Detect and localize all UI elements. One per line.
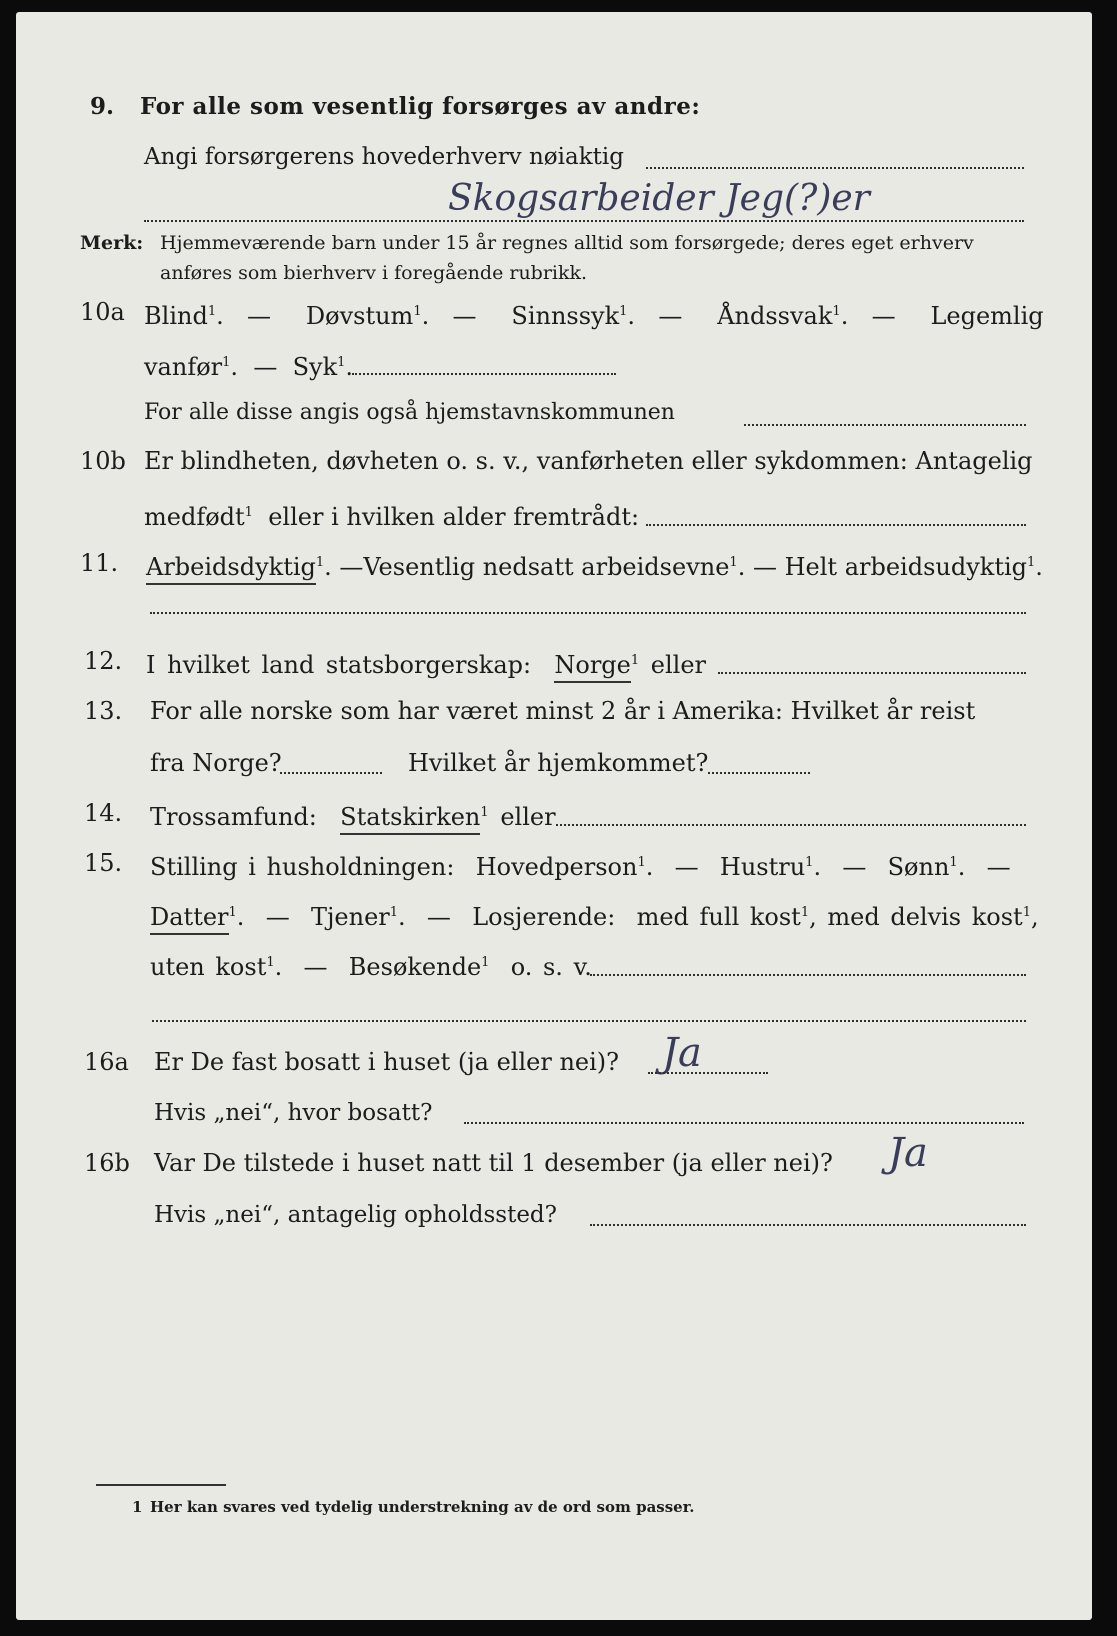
- q10a-syk-line[interactable]: [352, 373, 616, 375]
- q9-handwritten-answer: Skogsarbeider Jeg(?)er: [448, 178, 870, 219]
- q10a-hjemstavn-line[interactable]: [744, 424, 1026, 426]
- q13-line-2b: Hvilket år hjemkommet?: [408, 749, 709, 777]
- opt-hustru[interactable]: Hustru: [719, 853, 806, 881]
- opt-uten-kost[interactable]: uten kost: [150, 953, 267, 981]
- merk-line-2: anføres som bierhverv i foregående rubrikk.: [160, 262, 588, 284]
- q16b-sub-line[interactable]: [590, 1224, 1026, 1226]
- opt-syk[interactable]: Syk: [292, 353, 338, 381]
- footnote-rule: [96, 1484, 226, 1486]
- footnote-text: Her kan svares ved tydelig understrekning av de ord som passer.: [150, 1498, 695, 1516]
- q16b-sub: Hvis „nei“, antagelig opholdssted?: [154, 1202, 557, 1228]
- q14-line: Trossamfund: Statskirken$^1$ eller: [150, 798, 556, 832]
- opt-blind[interactable]: Blind: [144, 302, 208, 330]
- q10a-number: 10a: [80, 298, 125, 326]
- opt-sinnssyk[interactable]: Sinnssyk: [511, 302, 620, 330]
- q16a-number: 16a: [84, 1048, 129, 1076]
- census-form-page: [16, 12, 1092, 1620]
- q16a-sub: Hvis „nei“, hvor bosatt?: [154, 1100, 433, 1126]
- opt-arbeidsdyktig-underlined[interactable]: Arbeidsdyktig: [146, 553, 316, 585]
- q10b-line-2: medfødt$^1$ eller i hvilken alder fremtrådt:: [144, 503, 640, 531]
- q15-answer-line-2[interactable]: [152, 1020, 1026, 1022]
- q10a-line-3: For alle disse angis også hjemstavnskommunen: [144, 400, 675, 425]
- q16b-handwritten-answer: Ja: [888, 1130, 928, 1176]
- q13-line-2a: fra Norge?: [150, 749, 282, 777]
- q15-number: 15.: [84, 849, 123, 877]
- q13-number: 13.: [84, 697, 123, 725]
- opt-hovedperson[interactable]: Hovedperson: [475, 853, 638, 881]
- q10b-line-1: Er blindheten, døvheten o. s. v., vanførheten eller sykdommen: Antagelig: [144, 447, 1033, 475]
- merk-line-1: Hjemmeværende barn under 15 år regnes alltid som forsørgede; deres eget erhverv: [160, 232, 974, 254]
- q14-number: 14.: [84, 799, 123, 827]
- opt-legemlig[interactable]: Legemlig: [930, 302, 1044, 330]
- q12-number: 12.: [84, 647, 123, 675]
- q15-line-2: Datter$^1$. — Tjener$^1$. — Losjerende: med full kost$^1$, med delvis kost$^1$,: [150, 898, 1039, 932]
- opt-statskirken-underlined[interactable]: Statskirken: [340, 803, 480, 835]
- opt-besokende[interactable]: Besøkende: [348, 953, 482, 981]
- q9-heading: For alle som vesentlig forsørges av andre:: [140, 93, 701, 120]
- opt-andssvak[interactable]: Åndssvak: [717, 302, 833, 330]
- q11-options: Arbeidsdyktig$^1$. —Vesentlig nedsatt arbeidsevne$^1$. — Helt arbeidsudyktig$^1$.: [146, 548, 1043, 582]
- q10b-answer-line[interactable]: [646, 524, 1026, 526]
- q12-answer-line[interactable]: [718, 672, 1026, 674]
- opt-datter-underlined[interactable]: Datter: [150, 903, 229, 935]
- opt-helt-udyktig[interactable]: Helt arbeidsudyktig: [784, 553, 1027, 581]
- q14-answer-line[interactable]: [556, 824, 1026, 826]
- opt-sonn[interactable]: Sønn: [887, 853, 950, 881]
- opt-delvis-kost[interactable]: med delvis kost: [827, 903, 1023, 931]
- q15-line-3: uten kost$^1$. — Besøkende$^1$ o. s. v.: [150, 953, 592, 981]
- q15-line-1: Stilling i husholdningen: Hovedperson$^1$. — Hustru$^1$. — Sønn$^1$. —: [150, 853, 1011, 881]
- footnote-mark: 1: [132, 1498, 143, 1516]
- q16a-prompt: Er De fast bosatt i huset (ja eller nei)?: [154, 1048, 620, 1076]
- q9-prompt: Angi forsørgerens hovederhverv nøiaktig: [144, 144, 624, 170]
- q13-reist-line[interactable]: [280, 772, 382, 774]
- opt-tjener[interactable]: Tjener: [310, 903, 390, 931]
- q13-hjemkommet-line[interactable]: [708, 772, 810, 774]
- q16b-number: 16b: [84, 1149, 130, 1177]
- opt-full-kost[interactable]: med full kost: [636, 903, 801, 931]
- q10a-line-2: vanfør$^1$. — Syk$^1$.: [144, 353, 354, 381]
- q11-answer-line[interactable]: [150, 612, 1026, 614]
- q11-number: 11.: [80, 549, 119, 577]
- opt-medfodt[interactable]: medfødt: [144, 503, 245, 531]
- opt-dovstum[interactable]: Døvstum: [305, 302, 414, 330]
- q10b-number: 10b: [80, 447, 126, 475]
- q13-line-1: For alle norske som har været minst 2 år i Amerika: Hvilket år reist: [150, 697, 976, 725]
- q12-line: I hvilket land statsborgerskap: Norge$^1$ eller: [146, 646, 706, 680]
- q16a-sub-line[interactable]: [464, 1122, 1024, 1124]
- q9-answer-line-2[interactable]: [144, 220, 1024, 222]
- q16a-answer-line[interactable]: [648, 1072, 768, 1074]
- q16a-handwritten-answer: Ja: [662, 1030, 702, 1076]
- opt-norge-underlined[interactable]: Norge: [554, 651, 631, 683]
- q9-answer-line-1[interactable]: [646, 167, 1024, 169]
- opt-vesentlig-nedsatt[interactable]: Vesentlig nedsatt arbeidsevne: [363, 553, 730, 581]
- q15-answer-line-1[interactable]: [590, 974, 1026, 976]
- q16b-prompt: Var De tilstede i huset natt til 1 desember (ja eller nei)?: [154, 1149, 833, 1177]
- merk-label: Merk:: [80, 232, 144, 254]
- opt-vanfor[interactable]: vanfør: [144, 353, 223, 381]
- q10a-line-1: Blind$^1$. — Døvstum$^1$. — Sinnssyk$^1$. — Åndssvak$^1$. — Legemlig: [144, 302, 1044, 330]
- q9-number: 9.: [90, 93, 115, 120]
